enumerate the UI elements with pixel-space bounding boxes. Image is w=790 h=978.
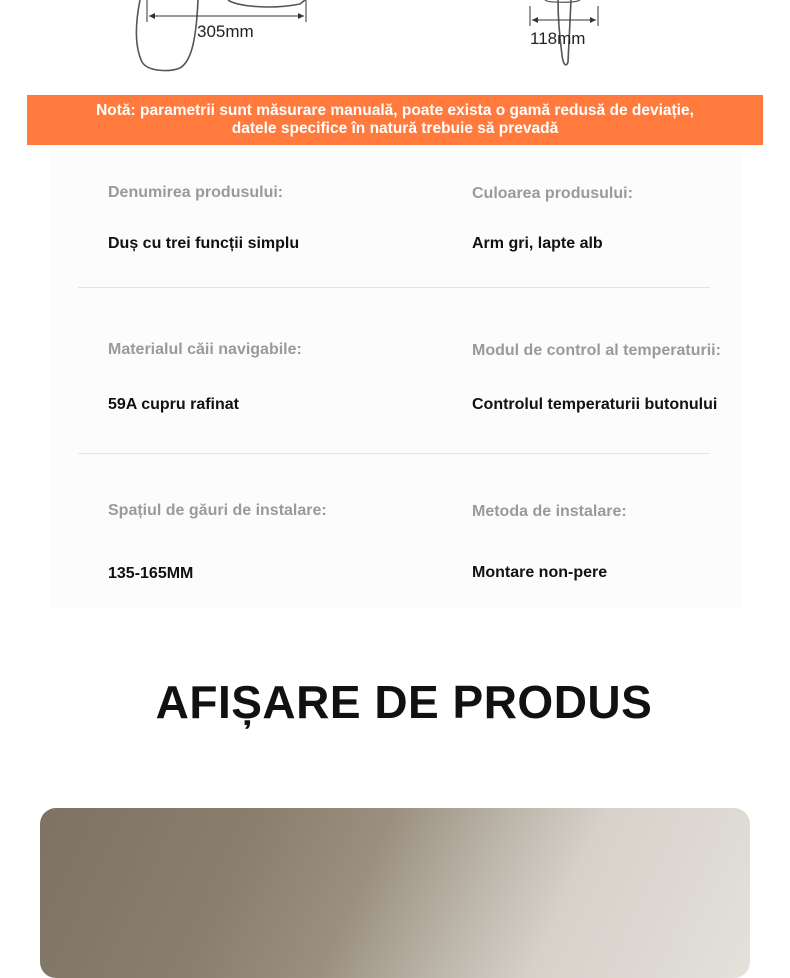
spec-divider	[78, 287, 710, 288]
dimension-drawing	[0, 0, 790, 95]
specifications-panel	[50, 150, 742, 608]
product-color-label: Culoarea produsului:	[472, 185, 633, 202]
hole-spacing-label: Spațiul de găuri de instalare:	[108, 502, 327, 519]
product-name-value: Duș cu trei funcții simplu	[108, 235, 300, 252]
product-color-value: Arm gri, lapte alb	[472, 235, 603, 252]
width-dimension-label: 305mm	[197, 22, 254, 41]
depth-dimension-label: 118mm	[530, 29, 586, 48]
product-display-image	[40, 808, 750, 978]
temperature-control-value: Controlul temperaturii butonului	[472, 396, 718, 413]
measurement-note-banner	[27, 95, 763, 145]
product-name-label: Denumirea produsului:	[108, 184, 284, 201]
installation-method-label: Metoda de instalare:	[472, 503, 627, 520]
measurement-note-text: Notă: parametrii sunt măsurare manuală, poate exista o gamă redusă de deviație, datele specifice în natură trebuie să prevadă	[96, 102, 694, 137]
spec-divider	[78, 453, 710, 454]
waterway-material-value: 59A cupru rafinat	[108, 396, 239, 413]
waterway-material-label: Materialul căii navigabile:	[108, 341, 302, 358]
installation-method-value: Montare non-pere	[472, 564, 608, 581]
shower-head-outline-drawing	[0, 0, 790, 95]
product-display-heading: AFIȘARE DE PRODUS	[155, 676, 653, 728]
temperature-control-label: Modul de control al temperaturii:	[472, 342, 721, 359]
hole-spacing-value: 135-165MM	[108, 565, 194, 582]
